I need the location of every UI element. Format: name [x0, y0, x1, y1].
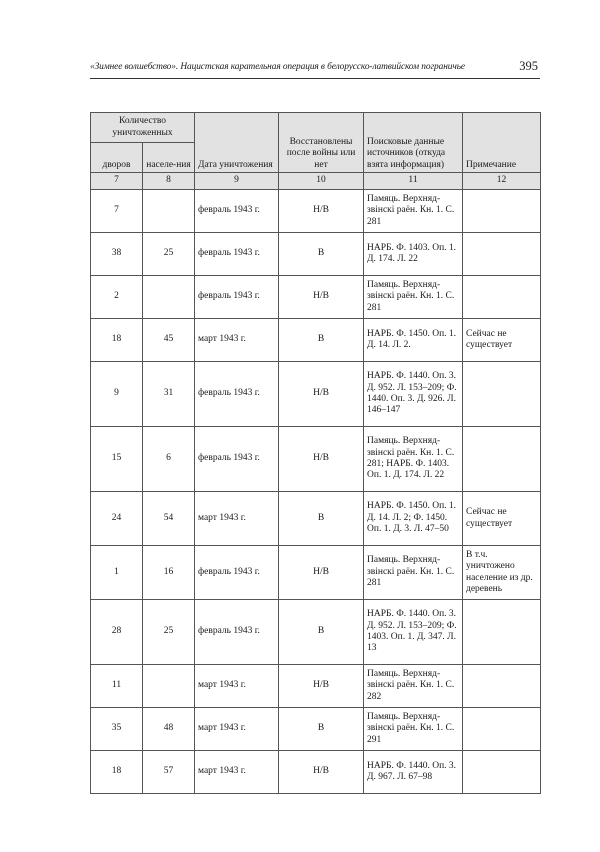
cell-restored: В: [279, 600, 364, 665]
cell-date: март 1943 г.: [195, 665, 279, 708]
cell-date: февраль 1943 г.: [195, 600, 279, 665]
cell-note: [463, 708, 541, 751]
cell-households: 2: [91, 276, 143, 319]
cell-note: Сейчас не существует: [463, 492, 541, 546]
column-number: 7: [91, 173, 143, 190]
cell-source: Памяць. Верхняд-звінскі раён. Кн. 1. С. 281: [364, 276, 463, 319]
cell-note: Сейчас не существует: [463, 319, 541, 362]
cell-households: 38: [91, 233, 143, 276]
table-row: [91, 708, 541, 751]
table-row: [91, 276, 541, 319]
table-row: [91, 546, 541, 600]
cell-note: [463, 362, 541, 427]
cell-date: март 1943 г.: [195, 708, 279, 751]
cell-households: 9: [91, 362, 143, 427]
table-row: [91, 319, 541, 362]
cell-population: 25: [143, 600, 195, 665]
cell-population: 16: [143, 546, 195, 600]
cell-note: В т.ч. уничтожено население из др. деревень: [463, 546, 541, 600]
column-number: 12: [463, 173, 541, 190]
cell-restored: Н/В: [279, 362, 364, 427]
cell-restored: Н/В: [279, 276, 364, 319]
cell-households: 24: [91, 492, 143, 546]
column-number-row: [91, 173, 541, 190]
cell-restored: В: [279, 319, 364, 362]
cell-households: 1: [91, 546, 143, 600]
table-row: [91, 362, 541, 427]
cell-households: 7: [91, 190, 143, 233]
cell-date: февраль 1943 г.: [195, 362, 279, 427]
cell-note: [463, 190, 541, 233]
cell-date: февраль 1943 г.: [195, 276, 279, 319]
header-households: дворов: [91, 143, 143, 173]
column-number: 8: [143, 173, 195, 190]
cell-restored: В: [279, 233, 364, 276]
cell-note: [463, 233, 541, 276]
header-population: населе-ния: [143, 143, 195, 173]
cell-restored: Н/В: [279, 665, 364, 708]
column-number: 10: [279, 173, 364, 190]
cell-date: март 1943 г.: [195, 492, 279, 546]
cell-households: 28: [91, 600, 143, 665]
cell-date: февраль 1943 г.: [195, 233, 279, 276]
cell-population: 57: [143, 751, 195, 794]
cell-date: март 1943 г.: [195, 319, 279, 362]
cell-source: Памяць. Верхняд-звінскі раён. Кн. 1. С. 281; НАРБ. Ф. 1403. Оп. 1. Д. 174. Л. 22: [364, 427, 463, 492]
cell-source: Памяць. Верхняд-звінскі раён. Кн. 1. С. 282: [364, 665, 463, 708]
table-row: [91, 427, 541, 492]
cell-population: 6: [143, 427, 195, 492]
header-restored: Восстановлены после войны или нет: [279, 113, 364, 173]
cell-population: 48: [143, 708, 195, 751]
cell-population: [143, 190, 195, 233]
cell-note: [463, 600, 541, 665]
cell-date: февраль 1943 г.: [195, 190, 279, 233]
table-row: [91, 492, 541, 546]
table-row: [91, 233, 541, 276]
header-destroyed-group: Количество уничтоженных: [91, 113, 195, 143]
table-row: [91, 751, 541, 794]
cell-source: НАРБ. Ф. 1450. Оп. 1. Д. 14. Л. 2.: [364, 319, 463, 362]
cell-note: [463, 427, 541, 492]
cell-source: НАРБ. Ф. 1440. Оп. 3. Д. 952. Л. 153–209; Ф. 1440. Оп. 3. Д. 926. Л. 146–147: [364, 362, 463, 427]
cell-source: НАРБ. Ф. 1440. Оп. 3. Д. 952. Л. 153–209; Ф. 1403. Оп. 1. Д. 347. Л. 13: [364, 600, 463, 665]
cell-date: февраль 1943 г.: [195, 546, 279, 600]
column-number: 11: [364, 173, 463, 190]
header-date: Дата уничтожения: [195, 113, 279, 173]
cell-restored: Н/В: [279, 190, 364, 233]
cell-note: [463, 665, 541, 708]
cell-source: Памяць. Верхняд-звінскі раён. Кн. 1. С. 291: [364, 708, 463, 751]
cell-source: Памяць. Верхняд-звінскі раён. Кн. 1. С. 281: [364, 546, 463, 600]
cell-households: 35: [91, 708, 143, 751]
cell-population: 45: [143, 319, 195, 362]
cell-restored: Н/В: [279, 427, 364, 492]
cell-households: 18: [91, 751, 143, 794]
cell-restored: В: [279, 708, 364, 751]
table-row: [91, 190, 541, 233]
running-header: [90, 59, 540, 79]
cell-date: март 1943 г.: [195, 751, 279, 794]
cell-source: Памяць. Верхняд-звінскі раён. Кн. 1. С. 281: [364, 190, 463, 233]
cell-date: февраль 1943 г.: [195, 427, 279, 492]
cell-households: 11: [91, 665, 143, 708]
cell-households: 18: [91, 319, 143, 362]
column-number: 9: [195, 173, 279, 190]
cell-restored: Н/В: [279, 546, 364, 600]
cell-population: [143, 665, 195, 708]
cell-population: [143, 276, 195, 319]
cell-population: 25: [143, 233, 195, 276]
page-number: 395: [519, 59, 538, 73]
cell-source: НАРБ. Ф. 1440. Оп. 3. Д. 967. Л. 67–98: [364, 751, 463, 794]
cell-restored: Н/В: [279, 751, 364, 794]
cell-population: 54: [143, 492, 195, 546]
table-row: [91, 665, 541, 708]
cell-households: 15: [91, 427, 143, 492]
table-row: [91, 600, 541, 665]
cell-restored: В: [279, 492, 364, 546]
header-note: Примечание: [463, 113, 541, 173]
cell-note: [463, 751, 541, 794]
running-title: «Зимнее волшебство». Нацистская карательная операция в белорусско-латвийском пограничье: [90, 62, 465, 72]
cell-population: 31: [143, 362, 195, 427]
cell-source: НАРБ. Ф. 1403. Оп. 1. Д. 174. Л. 22: [364, 233, 463, 276]
cell-source: НАРБ. Ф. 1450. Оп. 1. Д. 14. Л. 2; Ф. 1450. Оп. 1. Д. 3. Л. 47–50: [364, 492, 463, 546]
cell-note: [463, 276, 541, 319]
header-sources: Поисковые данные источников (откуда взята информация): [364, 113, 463, 173]
records-table: [90, 112, 541, 794]
